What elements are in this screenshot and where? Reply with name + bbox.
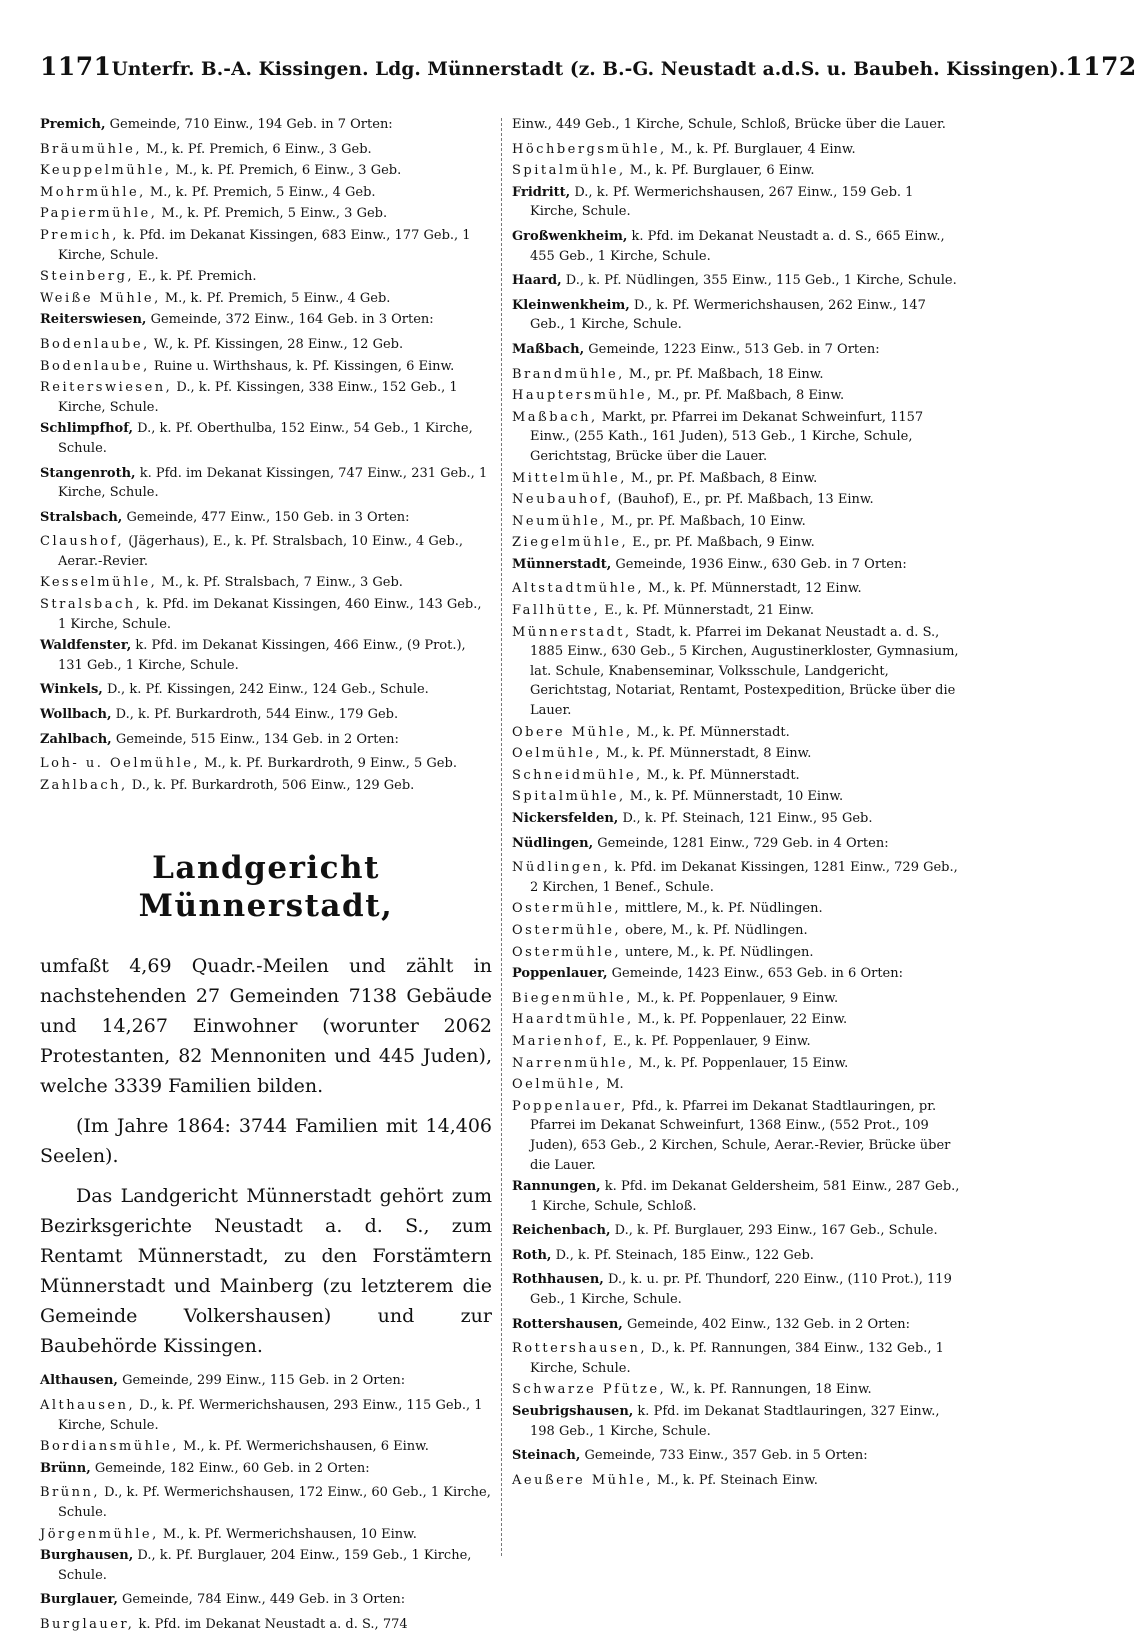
sub-entry: Brünn, D., k. Pf. Wermerichshausen, 172 Einw., 60 Geb., 1 Kirche, Schule. bbox=[40, 1485, 491, 1520]
sub-entry: Bodenlaube, W., k. Pf. Kissingen, 28 Einw., 12 Geb. bbox=[40, 336, 404, 352]
column-divider bbox=[501, 118, 502, 1556]
sub-entry: Nüdlingen, k. Pfd. im Dekanat Kissingen, 1281 Einw., 729 Geb., 2 Kirchen, 1 Benef., Schule. bbox=[512, 860, 958, 895]
sub-entry: Mittelmühle, M., pr. Pf. Maßbach, 8 Einw. bbox=[512, 470, 818, 486]
sub-entry: Brandmühle, M., pr. Pf. Maßbach, 18 Einw. bbox=[512, 366, 824, 382]
entry-massbach: Maßbach, Gemeinde, 1223 Einw., 513 Geb. in 7 Orten: bbox=[512, 341, 880, 357]
entry-burglauer: Burglauer, Gemeinde, 784 Einw., 449 Geb. in 3 Orten: bbox=[40, 1592, 406, 1608]
entry-haard: Haard, D., k. Pf. Nüdlingen, 355 Einw., 115 Geb., 1 Kirche, Schule. bbox=[512, 273, 957, 289]
sub-entry: Ostermühle, mittlere, M., k. Pf. Nüdlingen. bbox=[512, 901, 823, 917]
entry-schlimpfhof: Schlimpfhof, D., k. Pf. Oberthulba, 152 Einw., 54 Geb., 1 Kirche, Schule. bbox=[40, 421, 473, 456]
left-column bbox=[40, 115, 492, 1632]
sub-entry: Hauptersmühle, M., pr. Pf. Maßbach, 8 Einw. bbox=[512, 388, 845, 404]
entry-reichenbach: Reichenbach, D., k. Pf. Burglauer, 293 Einw., 167 Geb., Schule. bbox=[512, 1223, 938, 1239]
sub-entry: Reiterswiesen, D., k. Pf. Kissingen, 338 Einw., 152 Geb., 1 Kirche, Schule. bbox=[40, 380, 458, 415]
entry-kleinwenkheim: Kleinwenkheim, D., k. Pf. Wermerichshausen, 262 Einw., 147 Geb., 1 Kirche, Schule. bbox=[512, 297, 926, 333]
running-title: Unterfr. B.-A. Kissingen. Ldg. Münnerstadt (z. B.-G. Neustadt a.d.S. u. Baubeh. Kissingen). bbox=[111, 59, 1066, 80]
entry-waldfenster: Waldfenster, k. Pfd. im Dekanat Kissingen, 466 Einw., (9 Prot.), 131 Geb., 1 Kirche, Schule. bbox=[40, 638, 466, 673]
entry-althausen: Althausen, Gemeinde, 299 Einw., 115 Geb. in 2 Orten: bbox=[40, 1373, 406, 1389]
entry-roth: Roth, D., k. Pf. Steinach, 185 Einw., 122 Geb. bbox=[512, 1247, 814, 1263]
sub-entry: Obere Mühle, M., k. Pf. Münnerstadt. bbox=[512, 724, 790, 740]
intro-paragraph: umfaßt 4,69 Quadr.-Meilen und zählt in nachstehenden 27 Gemeinden 7138 Gebäude und 14,267 Einwohner (worunter 2062 Protestanten, 82 Mennoniten und 445 Juden), welche 3339 Familien bilden. bbox=[40, 955, 492, 1098]
sub-entry: Biegenmühle, M., k. Pf. Poppenlauer, 9 Einw. bbox=[512, 990, 839, 1006]
sub-entry: Mohrmühle, M., k. Pf. Premich, 5 Einw., 4 Geb. bbox=[40, 184, 376, 200]
entry-fridritt: Fridritt, D., k. Pf. Wermerichshausen, 267 Einw., 159 Geb. 1 Kirche, Schule. bbox=[512, 184, 914, 220]
page-number-right: 1172 bbox=[1065, 52, 1137, 81]
sub-entry: Bordiansmühle, M., k. Pf. Wermerichshausen, 6 Einw. bbox=[40, 1439, 429, 1455]
sub-entry: Schneidmühle, M., k. Pf. Münnerstadt. bbox=[512, 767, 800, 783]
entry-rannungen: Rannungen, k. Pfd. im Dekanat Geldersheim, 581 Einw., 287 Geb., 1 Kirche, Schule, Schloß. bbox=[512, 1179, 960, 1214]
sub-entry: Spitalmühle, M., k. Pf. Münnerstadt, 10 Einw. bbox=[512, 789, 844, 805]
sub-entry: Stralsbach, k. Pfd. im Dekanat Kissingen, 460 Einw., 143 Geb., 1 Kirche, Schule. bbox=[40, 597, 482, 632]
sub-entry: Ostermühle, untere, M., k. Pf. Nüdlingen. bbox=[512, 944, 814, 960]
sub-entry: Oelmühle, M., k. Pf. Münnerstadt, 8 Einw. bbox=[512, 746, 812, 762]
section-title: Landgericht Münnerstadt, bbox=[138, 850, 394, 925]
sub-entry: Marienhof, E., k. Pf. Poppenlauer, 9 Einw. bbox=[512, 1033, 811, 1049]
sub-entry: Weiße Mühle, M., k. Pf. Premich, 5 Einw., 4 Geb. bbox=[40, 290, 391, 306]
intro-note: (Im Jahre 1864: 3744 Familien mit 14,406 Seelen). bbox=[40, 1115, 492, 1168]
entry-burghausen: Burghausen, D., k. Pf. Burglauer, 204 Einw., 159 Geb., 1 Kirche, Schule. bbox=[40, 1548, 472, 1583]
entry-nickersfelden: Nickersfelden, D., k. Pf. Steinach, 121 Einw., 95 Geb. bbox=[512, 811, 873, 826]
sub-entry: Papiermühle, M., k. Pf. Premich, 5 Einw., 3 Geb. bbox=[40, 206, 388, 222]
sub-entry: Höchbergsmühle, M., k. Pf. Burglauer, 4 Einw. bbox=[512, 141, 856, 157]
entry-reiterswiesen: Reiterswiesen, Gemeinde, 372 Einw., 164 Geb. in 3 Orten: bbox=[40, 312, 434, 328]
entry-seubrigshausen: Seubrigshausen, k. Pfd. im Dekanat Stadtlauringen, 327 Einw., 198 Geb., 1 Kirche, Schule. bbox=[512, 1404, 940, 1439]
sub-entry: Fallhütte, E., k. Pf. Münnerstadt, 21 Einw. bbox=[512, 603, 814, 619]
sub-entry: Maßbach, Markt, pr. Pfarrei im Dekanat Schweinfurt, 1157 Einw., (255 Kath., 161 Juden), 513 Geb., 1 Kirche, Schule, Gerichtstag, Brücke über die Lauer. bbox=[512, 409, 924, 464]
sub-entry: Aeußere Mühle, M., k. Pf. Steinach Einw. bbox=[512, 1472, 818, 1488]
sub-entry: Haardtmühle, M., k. Pf. Poppenlauer, 22 Einw. bbox=[512, 1012, 848, 1028]
sub-entry: Zahlbach, D., k. Pf. Burkardroth, 506 Einw., 129 Geb. bbox=[40, 777, 415, 793]
right-column bbox=[512, 115, 964, 1568]
page-header bbox=[40, 52, 1137, 96]
entry-grosswenkheim: Großwenkheim, k. Pfd. im Dekanat Neustadt a. d. S., 665 Einw., 455 Geb., 1 Kirche, Schule. bbox=[512, 228, 945, 264]
entry-muennerstadt: Münnerstadt, Gemeinde, 1936 Einw., 630 Geb. in 7 Orten: bbox=[512, 556, 907, 572]
sub-entry: Burglauer, k. Pfd. im Dekanat Neustadt a. d. S., 774 bbox=[40, 1616, 408, 1632]
entry-rothhausen: Rothhausen, D., k. u. pr. Pf. Thundorf, 220 Einw., (110 Prot.), 119 Geb., 1 Kirche, Schule. bbox=[512, 1272, 952, 1308]
entry-stangenroth: Stangenroth, k. Pfd. im Dekanat Kissingen, 747 Einw., 231 Geb., 1 Kirche, Schule. bbox=[40, 465, 488, 501]
sub-entry: Steinberg, E., k. Pf. Premich. bbox=[40, 269, 257, 285]
sub-entry: Neumühle, M., pr. Pf. Maßbach, 10 Einw. bbox=[512, 513, 806, 529]
entry-rottershausen: Rottershausen, Gemeinde, 402 Einw., 132 Geb. in 2 Orten: bbox=[512, 1316, 911, 1332]
entry-bruenn: Brünn, Gemeinde, 182 Einw., 60 Geb. in 2 Orten: bbox=[40, 1460, 370, 1476]
entry-poppenlauer: Poppenlauer, Gemeinde, 1423 Einw., 653 Geb. in 6 Orten: bbox=[512, 966, 903, 982]
entry-premich: Premich, Gemeinde, 710 Einw., 194 Geb. in 7 Orten: bbox=[40, 117, 393, 132]
sub-entry: Poppenlauer, Pfd., k. Pfarrei im Dekanat Stadtlauringen, pr. Pfarrei im Dekanat Schweinfurt, 1368 Einw., (552 Prot., 109 Juden), 653 Geb., 2 Kirchen, Schule, Aerar.-Revier, Brücke über die Lauer. bbox=[512, 1098, 951, 1173]
entry-stralsbach: Stralsbach, Gemeinde, 477 Einw., 150 Geb. in 3 Orten: bbox=[40, 509, 410, 525]
sub-entry: Loh- u. Oelmühle, M., k. Pf. Burkardroth, 9 Einw., 5 Geb. bbox=[40, 756, 457, 772]
sub-entry: Premich, k. Pfd. im Dekanat Kissingen, 683 Einw., 177 Geb., 1 Kirche, Schule. bbox=[40, 227, 471, 263]
sub-entry: Rottershausen, D., k. Pf. Rannungen, 384 Einw., 132 Geb., 1 Kirche, Schule. bbox=[512, 1341, 944, 1376]
sub-entry: Bodenlaube, Ruine u. Wirthshaus, k. Pf. Kissingen, 6 Einw. bbox=[40, 358, 455, 374]
sub-entry: Claushof, (Jägerhaus), E., k. Pf. Stralsbach, 10 Einw., 4 Geb., Aerar.-Revier. bbox=[40, 534, 464, 569]
sub-entry: Althausen, D., k. Pf. Wermerichshausen, 293 Einw., 115 Geb., 1 Kirche, Schule. bbox=[40, 1398, 483, 1433]
entry-nuedlingen: Nüdlingen, Gemeinde, 1281 Einw., 729 Geb. in 4 Orten: bbox=[512, 835, 889, 851]
sub-entry: Ziegelmühle, E., pr. Pf. Maßbach, 9 Einw. bbox=[512, 535, 815, 551]
sub-entry: Narrenmühle, M., k. Pf. Poppenlauer, 15 Einw. bbox=[512, 1055, 849, 1071]
page-number-left: 1171 bbox=[40, 52, 112, 81]
entry-wollbach: Wollbach, D., k. Pf. Burkardroth, 544 Einw., 179 Geb. bbox=[40, 707, 399, 723]
sub-entry: Ostermühle, obere, M., k. Pf. Nüdlingen. bbox=[512, 922, 808, 938]
entry-steinach: Steinach, Gemeinde, 733 Einw., 357 Geb. in 5 Orten: bbox=[512, 1448, 868, 1464]
intro-paragraph: Das Landgericht Münnerstadt gehört zum Bezirksgerichte Neustadt a. d. S., zum Rentamt Münnerstadt, zu den Forstämtern Münnerstadt und Mainberg (zu letzterem die Gemeinde Volkershausen) und zur Baubehörde Kissingen. bbox=[40, 1185, 492, 1358]
entry-zahlbach: Zahlbach, Gemeinde, 515 Einw., 134 Geb. in 2 Orten: bbox=[40, 731, 399, 747]
sub-entry: Altstadtmühle, M., k. Pf. Münnerstadt, 12 Einw. bbox=[512, 581, 862, 597]
sub-entry: Spitalmühle, M., k. Pf. Burglauer, 6 Einw. bbox=[512, 163, 815, 179]
sub-entry: Jörgenmühle, M., k. Pf. Wermerichshausen, 10 Einw. bbox=[40, 1526, 417, 1542]
entry-winkels: Winkels, D., k. Pf. Kissingen, 242 Einw., 124 Geb., Schule. bbox=[40, 682, 429, 698]
sub-entry: Kesselmühle, M., k. Pf. Stralsbach, 7 Einw., 3 Geb. bbox=[40, 575, 403, 591]
entry-continuation: Einw., 449 Geb., 1 Kirche, Schule, Schloß, Brücke über die Lauer. bbox=[512, 117, 946, 132]
sub-entry: Oelmühle, M. bbox=[512, 1077, 624, 1093]
sub-entry: Bräumühle, M., k. Pf. Premich, 6 Einw., 3 Geb. bbox=[40, 141, 372, 157]
sub-entry: Münnerstadt, Stadt, k. Pfarrei im Dekanat Neustadt a. d. S., 1885 Einw., 630 Geb., 5 Kirchen, Augustinerkloster, Gymnasium, lat. Schule, Knabenseminar, Volksschule, Landgericht, Gerichtstag, Notariat, Rentamt, Postexpedition, Brücke über die Lauer. bbox=[512, 624, 959, 719]
sub-entry: Neubauhof, (Bauhof), E., pr. Pf. Maßbach, 13 Einw. bbox=[512, 492, 874, 508]
sub-entry: Schwarze Pfütze, W., k. Pf. Rannungen, 18 Einw. bbox=[512, 1382, 872, 1398]
sub-entry: Keuppelmühle, M., k. Pf. Premich, 6 Einw., 3 Geb. bbox=[40, 163, 402, 179]
